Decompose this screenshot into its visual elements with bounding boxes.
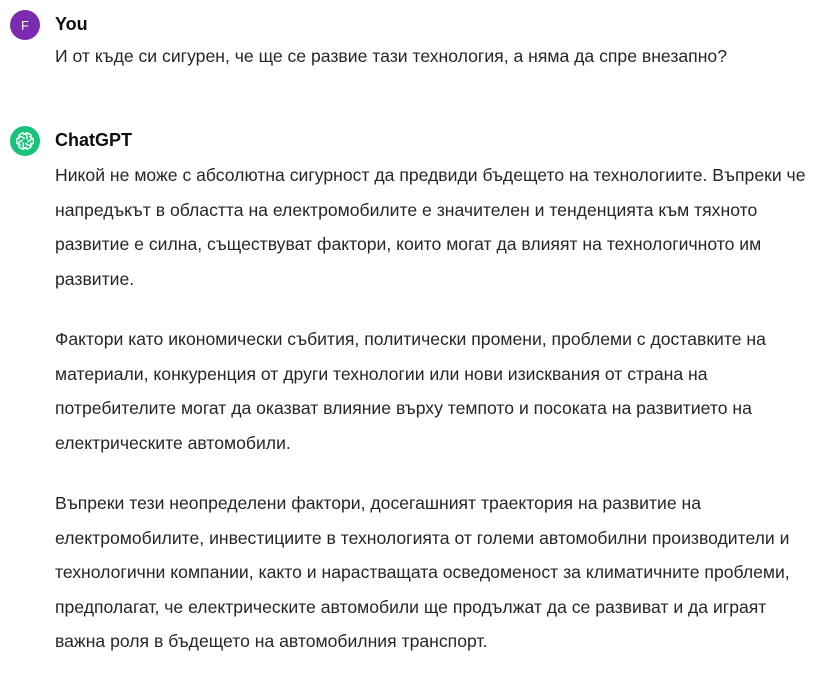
assistant-paragraph-1: Никой не може с абсолютна сигурност да предвиди бъдещето на технологиите. Въпреки че напредъкът в областта на електромобилите е значителен и тенденцията към тяхното развитие е силна, съществуват фактори, които могат да влияят на технологичното им развитие. [55, 165, 806, 289]
user-avatar [10, 10, 40, 40]
assistant-paragraph-3: Въпреки тези неопределени фактори, досегашният траектория на развитие на електромобилите, инвестициите в технологията от големи автомобилни производители и технологични компании, както и нарастващата осведоменост за климатичните проблеми, предполагат, че електрическите автомобили ще продължат да се развиват и да играят важна роля в бъдещето на автомобилния транспорт. [55, 493, 790, 651]
assistant-avatar [10, 126, 40, 156]
user-message-text: И от къде си сигурен, че ще се развие тази технология, а няма да спре внезапно? [55, 46, 727, 66]
assistant-paragraph-2: Фактори като икономически събития, политически промени, проблеми с доставките на материали, конкуренция от други технологии или нови изисквания от страна на потребителите могат да оказват влияние върху темпото и посоката на развитието на електрическите автомобили. [55, 329, 766, 453]
assistant-message-text [55, 158, 816, 659]
assistant-author-name: ChatGPT [55, 130, 133, 150]
user-avatar-letter: F [21, 17, 29, 33]
user-author-name: You [55, 14, 88, 34]
openai-logo-icon [15, 131, 35, 151]
